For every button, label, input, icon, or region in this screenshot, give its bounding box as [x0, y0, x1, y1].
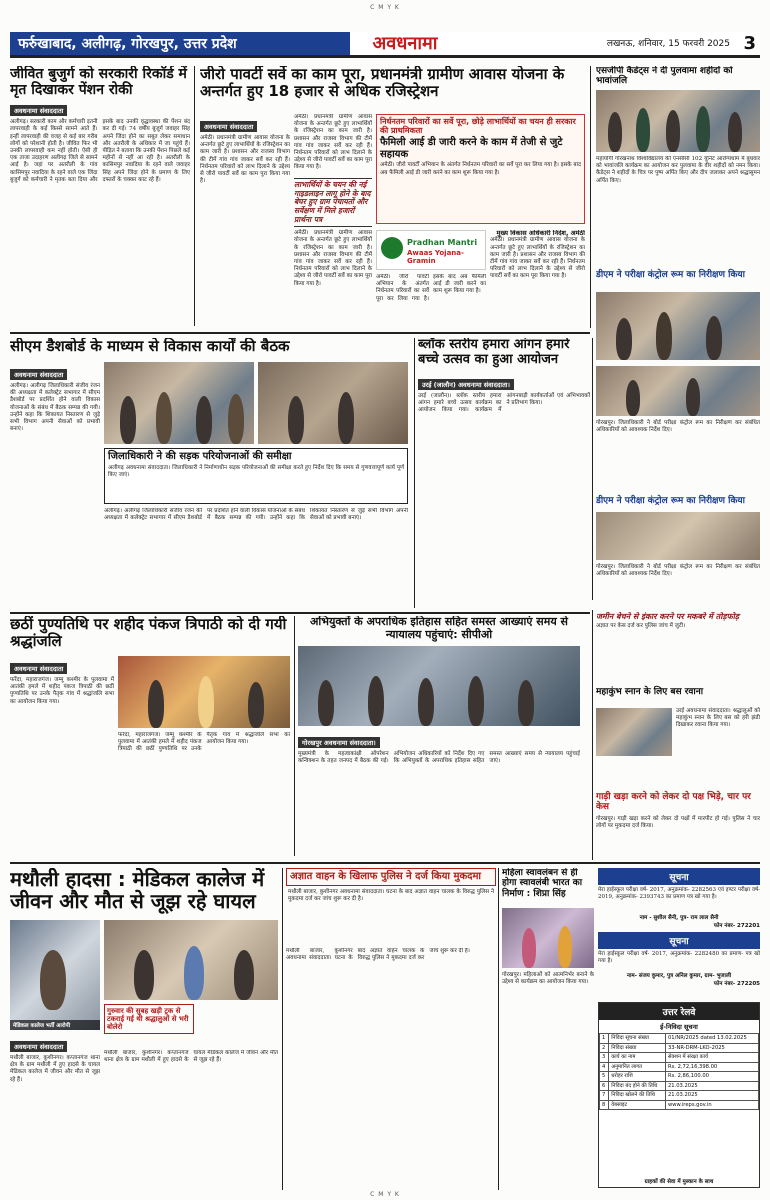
headline-vehicle: गाड़ी खड़ा करने को लेकर दो पक्ष भिड़े, चार पर केस [596, 792, 751, 813]
tender-row [600, 1100, 759, 1110]
story-cm-dashboard [10, 338, 410, 608]
tender-row [600, 1062, 759, 1072]
article-body: गोरखपुर। जिलाधिकारी ने बोर्ड परीक्षा कंट्रोल रूम का निरीक्षण कर संबंधित अधिकारियों को आवश्यक निर्देश दिए। [596, 420, 760, 434]
photo-injured [104, 920, 278, 1000]
article-body: उरई (जालौन)। ब्लॉक स्तरीय हमारा आंगन हमारे बच्चे उत्सव कार्यक्रम का आयोजन किया गया। कार्यक्रम में आंगनबाड़ी कार्यकर्ताओं एवं अभिभावकों ने प्रतिभाग किया। [418, 393, 590, 414]
tender-table [599, 1033, 759, 1110]
tender-cell: 4 [600, 1062, 609, 1072]
story-anganwadi [418, 338, 590, 608]
article-body: मथौली बाजार, कुशीनगर अवधनामा संवाददाता। घटना के बाद अज्ञात वाहन चालक के विरुद्ध पुलिस ने मुकदमा दर्ज कर जांच शुरू कर दी है। [286, 948, 470, 962]
story-zero-poverty [200, 66, 585, 328]
tender-row [600, 1043, 759, 1053]
photo-bus [596, 708, 672, 756]
article-body-cont2: अमेठी। प्रधानमंत्री ग्रामीण आवास योजना के अन्तर्गत छूटे हुए लाभार्थियों के रजिस्ट्रेशन का काम जारी है। प्रशासन और राजस्व विभाग की टीमें गांव गांव जाकर सर्वे कर रही हैं। निर्धनतम परिवारों को लाभ दिलाने के उद्देश्य से जीरो पावर्टी सर्वे का काम पूरा किया गया है। [294, 230, 372, 287]
notice-phone-1: फोन नंबर- 272201 [713, 923, 760, 929]
tender-cell: निविदा खोलने की तिथि [609, 1091, 666, 1101]
byline: उरई (जालौन) अवधनामा संवाददाता। [418, 379, 514, 390]
tender-cell: Rs. 2,72,16,398.00 [665, 1062, 758, 1072]
headline: जीरो पावर्टी सर्वे का काम पूरा, प्रधानमंत्री ग्रामीण आवास योजना के अन्तर्गत हुए 18 हजार से अधिक रजिस्ट्रेशन [200, 66, 565, 101]
tender-row [600, 1081, 759, 1091]
photo-control-room [596, 292, 760, 360]
highlight-box-roads [104, 448, 408, 504]
highlight-box [376, 114, 585, 224]
article-body-vehicle: गोरखपुर। गाड़ी खड़ा करने को लेकर दो पक्षों में मारपीट हो गई। पुलिस ने चार लोगों पर मुकदमा दर्ज किया। [596, 816, 760, 830]
byline: अवधनामा संवाददाता [10, 105, 67, 116]
tender-row [600, 1072, 759, 1082]
headline: सीएम डैशबोर्ड के माध्यम से विकास कार्यों की बैठक [10, 338, 290, 355]
notice-name-2: नाम- संजय कुमार, पुत्र अनिल कुमार, ग्राम- भुजाली [626, 973, 732, 979]
story-unknown-vehicle [286, 868, 496, 1190]
tender-title: उत्तर रेलवे [599, 1003, 759, 1020]
tender-cell: www.ireps.gov.in [665, 1100, 758, 1110]
tender-subtitle: ई-निविदा सूचना [660, 1023, 698, 1031]
tender-cell: निविदा सूचना संख्या [609, 1034, 666, 1044]
cmyk-top-marker: C M Y K [370, 4, 400, 11]
byline: गोरखपुर अवधनामा संवाददाता। [298, 737, 380, 748]
article-body-cont: फरेंदा, महाराजगंज। जम्मू कश्मीर के पुलवामा में आतंकी हमले में शहीद पंकज त्रिपाठी की छठीं पुण्यतिथि पर उनके पैतृक गांव में श्रद्धांजलि सभा का आयोजन किया गया। [118, 732, 290, 753]
article-body: मथौली बाजार, कुशीनगर। कप्तानगंज थाना क्षेत्र के ग्राम मथौली में हुए हादसे के घायल मेडिकल कालेज में जीवन और मौत से जूझ रहे हैं। [10, 1055, 100, 1083]
photo-caption: मेडिकल कालेज भर्ती आरोपी [10, 1020, 100, 1030]
tender-cell: कार्य का नाम [609, 1053, 666, 1063]
story-right-lower [596, 612, 760, 860]
tender-cell: 6 [600, 1081, 609, 1091]
article-body-mazar: अज्ञात पर केस दर्ज कर पुलिस जांच में जुटी। [596, 623, 686, 630]
section-title: फर्रुखाबाद, अलीगढ़, गोरखपुर, उत्तर प्रदेश [10, 32, 350, 56]
story-ncc-cadets [596, 66, 760, 362]
headline: मथौली हादसा : मेडिकल कालेज में जीवन और मौत से जूझ रहे घायल [10, 868, 265, 913]
article-body-cont4: अमेठी। जीरो पावर्टी अभियान के अंतर्गत निर्धनतम परिवारों का सर्वे पूरा कर लिया गया है। इसके बाद अब फैमिली आई डी जारी करने का काम शुरू किया गया है। [376, 274, 486, 302]
pmay-logo [376, 230, 486, 270]
tender-cell: 33-NR-DRM-LKO-2025 [665, 1043, 758, 1053]
story-tribute [10, 616, 290, 856]
byline: अवधनामा संवाददाता [10, 1041, 67, 1052]
tender-row [600, 1091, 759, 1101]
tender-cell: वेबसाइट [609, 1100, 666, 1110]
notice-body-1: मेरा हाईस्कूल परीक्षा वर्ष- 2017, अनुक्रमांक- 2282563 एवं इण्टर परीक्षा वर्ष- 2019, अनुक्रमांक- 2393743 का प्रमाण पत्र खो गया है। [598, 887, 760, 901]
article-body: अमेठी। प्रधानमंत्री ग्रामीण आवास योजना के अन्तर्गत छूटे हुए लाभार्थियों के रजिस्ट्रेशन का काम जारी है। प्रशासन और राजस्व विभाग की टीमें गांव गांव जाकर सर्वे कर रही हैं। निर्धनतम परिवारों को लाभ दिलाने के उद्देश्य से जीरो पावर्टी सर्वे का काम पूरा किया गया है। [200, 135, 290, 185]
byline: अवधनामा संवाददाता [200, 121, 257, 132]
article-body: फरेंदा, महाराजगंज। जम्मू कश्मीर के पुलवामा में आतंकी हमले में शहीद पंकज त्रिपाठी की छठीं पुण्यतिथि पर उनके पैतृक गांव में श्रद्धांजलि सभा का आयोजन किया गया। [10, 677, 114, 705]
box-headline: निर्धनतम परिवारों का सर्वे पूरा, छोड़े लाभार्थियों का चयन ही सरकार की प्राथमिकता [380, 117, 576, 136]
issue-date: लखनऊ, शनिवार, 15 फरवरी 2025 [606, 39, 730, 49]
article-body-lead: मथौली बाजार, कुशीनगर अवधनामा संवाददाता। घटना के बाद अज्ञात वाहन चालक के विरुद्ध पुलिस ने मुकदमा दर्ज कर जांच शुरू कर दी है। [288, 888, 494, 902]
headline: जीवित बुजुर्ग को सरकारी रिकॉर्ड में मृत दिखाकर पेंशन रोकी [10, 66, 187, 99]
headline-kumbh: महाकुंभ स्नान के लिए बस रवाना [596, 687, 704, 698]
tender-cell: 21.03.2025 [665, 1091, 758, 1101]
story-prosecution [298, 616, 580, 856]
tender-cell: 21.03.2025 [665, 1081, 758, 1091]
tender-row [600, 1034, 759, 1044]
story-right-middle [596, 366, 760, 606]
tender-cell: 7 [600, 1091, 609, 1101]
headline: ब्लॉक स्तरीय हमारा आंगन हमारे बच्चे उत्सव का हुआ आयोजन [418, 338, 570, 367]
tender-cell: 01/NR/2025 dated 13.02.2025 [665, 1034, 758, 1044]
tender-notice [598, 1002, 760, 1188]
side-heading: मुख्य विकास अधिकारी निर्देश, अमेठी [496, 230, 585, 237]
notice-body-2: मेरा हाईस्कूल परीक्षा वर्ष- 2017, अनुक्रमांक- 2282480 का प्रमाण- पत्र खो गया है। [598, 951, 760, 965]
story-women-empowerment [502, 868, 594, 1190]
headline: अभियुक्तों के अपराधिक इतिहास सहित समस्त आख्याएं समय से न्यायालय पहुंचाएं: सीपीओ [310, 616, 568, 641]
tender-footer: ग्राहकों की सेवा में मुस्कान के साथ [644, 1179, 714, 1185]
headline: अज्ञात वाहन के खिलाफ पुलिस ने दर्ज किया मुकदमा [286, 868, 496, 886]
article-body: महायोगी गोरखनाथ विश्वविद्यालय की एनसीसी 102 यूनिट आरोग्यधाम में बुधवार को भावांजलि कार्यक्रम का आयोजन कर पुलवामा के वीर शहीदों को नमन किया। कैडेट्स ने शहीदों के चित्र पर पुष्प अर्पित किए और दीप जलाकर अपने श्रद्धासुमन अर्पित किए। [596, 156, 760, 184]
pull-quote: लाभार्थियों के चयन की नई गाइडलाइन लागू होने के बाद बेघर हुए ग्राम पंचायतों और सर्वेक्षण में मिले हजारों प्रार्थना पत्र [294, 178, 372, 227]
house-icon [381, 237, 403, 259]
article-body: मुख्यमंत्री के महत्वाकांक्षी ऑपरेशन कन्विक्शन के तहत जनपद में बैठक की गई। अभियोजन अधिकारियों को निर्देश दिए गए कि अभियुक्तों के अपराधिक इतिहास सहित समस्त आख्याएं समय से न्यायालय पहुंचाई जाएं। [298, 751, 580, 765]
notice-phone-2: फोन नंबर- 272205 [713, 981, 760, 987]
photo-exam-center [596, 366, 760, 416]
quote-box: गुरुवार की सुबह खड़ी ट्रक से टकराई गई थी श्रद्धालुओं से भरी बोलेरो [104, 1004, 194, 1034]
photo-hospital [10, 920, 100, 1030]
cmyk-bottom-marker: C M Y K [370, 1191, 400, 1198]
article-body-cont3: अमेठी। प्रधानमंत्री ग्रामीण आवास योजना के अन्तर्गत छूटे हुए लाभार्थियों के रजिस्ट्रेशन का काम जारी है। प्रशासन और राजस्व विभाग की टीमें गांव गांव जाकर सर्वे कर रही हैं। निर्धनतम परिवारों को लाभ दिलाने के उद्देश्य से जीरो पावर्टी सर्वे का काम पूरा किया गया है। [490, 237, 585, 280]
story-pension [10, 66, 190, 326]
headline-mazar: जमीन बेचने से इंकार करने पर मकबरे में तोड़फोड़ [596, 612, 740, 621]
photo-meeting-2 [258, 362, 408, 444]
notices [598, 868, 760, 998]
tender-cell: निविदा संख्या [609, 1043, 666, 1053]
tender-cell: Rs. 2,86,100.00 [665, 1072, 758, 1082]
article-body-cont: अलीगढ़। अलीगढ़ जिलाधिकारी संजीव रंजन की अध्यक्षता में कलेक्ट्रेट सभागार में सीएम डैशबोर्ड पर प्रदर्शित होने वाली विकास योजनाओं के संबंध में बैठक सम्पन्न की गयी। उन्होंने कहा कि शिकायत निस्तारण से जुड़े सभी विभाग अपनी सेवाओं को प्रभावी बनाएं। [104, 508, 408, 522]
photo-tribute [118, 656, 290, 728]
notice-name-1: नाम - सुशील सैनी, पुत्र- राम लाल सैनी [639, 915, 719, 921]
article-body-cont: अमेठी। प्रधानमंत्री ग्रामीण आवास योजना के अन्तर्गत छूटे हुए लाभार्थियों के रजिस्ट्रेशन का काम जारी है। प्रशासन और राजस्व विभाग की टीमें गांव गांव जाकर सर्वे कर रही हैं। निर्धनतम परिवारों को लाभ दिलाने के उद्देश्य से जीरो पावर्टी सर्वे का काम पूरा किया गया है। [294, 114, 372, 171]
box-body: अलीगढ़ अवधनामा संवाददाता। जिलाधिकारी ने निर्माणाधीन सड़क परियोजनाओं की समीक्षा करते हुए निर्देश दिए कि समय से गुणवत्तापूर्ण कार्य पूर्ण किए जाएं। [108, 464, 404, 478]
tender-cell: 8 [600, 1100, 609, 1110]
photo-meeting [104, 362, 254, 444]
story-mathauli-accident [10, 868, 278, 1190]
box-subheadline: फैमिली आई डी जारी करने के काम में तेजी से जुटे सहायक [380, 137, 563, 160]
sub-headline-2: डीएम ने परीक्षा कंट्रोल रूम का निरीक्षण किया [596, 496, 745, 506]
headline: महिला स्वावलंबन से ही होगा स्वावलंबी भारत का निर्माण : शिप्रा सिंह [502, 868, 583, 899]
notice-title-2: सूचना [598, 932, 760, 949]
article-body: अलीगढ़। सरकारी काम और कर्मचारी इतनी लापरवाही के कई किस्से सामने आते हैं। इन्हीं लापरवाही की वजह से कई बार गरीब लोगों को परेशानी होती है। जीवित फिर भी उनकी लापरवाही कम नहीं होती। ऐसी ही एक ताजा उदाहरण अलीगढ़ जिले से सामने आई है। जहां पर अतरौली के गांव कासिमपुर नवादिया के रहने वाले एक जिंदा बुजुर्ग को कर्मचारी ने मृतक बता दिया और इसके बाद उनकी वृद्धावस्था की पेंशन बंद कर दी गई। 74 वर्षीय बुजुर्ग जवाहर सिंह अपने जिंदा होने का सबूत लेकर समाधान और अतरौली के अधिकार में जा पहुंचे हैं। पीड़ित ने बताया कि उनकी पेंशन पिछले कई महीनों से नहीं आ रही है। अतरौली के कासिमपुर नवादिया के रहने वाले जवाहर सिंह अपने जिंदा होने के प्रमाण के लिए दफ्तरों के चक्कर काट रहे हैं। [10, 119, 190, 183]
box-body: अमेठी। जीरो पावर्टी अभियान के अंतर्गत निर्धनतम परिवारों का सर्वे पूरा कर लिया गया है। इसके बाद अब फैमिली आई डी जारी करने का काम शुरू किया गया है। [380, 162, 581, 176]
tender-cell: 3 [600, 1053, 609, 1063]
tender-cell: 1 [600, 1034, 609, 1044]
tender-cell: 5 [600, 1072, 609, 1082]
tender-cell: 2 [600, 1043, 609, 1053]
newspaper-logo: अवधनामा [372, 33, 438, 54]
photo-prosecution-meeting [298, 646, 580, 726]
photo-inspection [596, 512, 760, 560]
tender-cell: अनुमानित लागत [609, 1062, 666, 1072]
notice-title-1: सूचना [598, 868, 760, 885]
page-number: 3 [743, 33, 756, 54]
logo-line1: Pradhan Mantri [407, 238, 478, 247]
headline: छठीं पुण्यतिथि पर शहीद पंकज त्रिपाठी को दी गयी श्रद्धांजलि [10, 616, 287, 651]
article-body-kumbh: उरई अवधनामा संवाददाता। श्रद्धालुओं को महाकुंभ स्नान के लिए बस को हरी झंडी दिखाकर रवाना किया गया। [676, 708, 760, 729]
box-headline: जिलाधिकारी ने की सड़क परियोजनाओं की समीक्षा [108, 451, 292, 462]
tender-cell: धरोहर राशि [609, 1072, 666, 1082]
byline: अवधनामा संवाददाता [10, 369, 67, 380]
article-body-2: गोरखपुर। जिलाधिकारी ने बोर्ड परीक्षा कंट्रोल रूम का निरीक्षण कर संबंधित अधिकारियों को आवश्यक निर्देश दिए। [596, 564, 760, 578]
headline: एसजीपी कैडेट्स ने दी पुलवामा शहीदों को भावांजलि [596, 66, 733, 87]
tender-cell: सेक्शन में संरक्षा कार्य [665, 1053, 758, 1063]
article-body: अलीगढ़। अलीगढ़ जिलाधिकारी संजीव रंजन की अध्यक्षता में कलेक्ट्रेट सभागार में सीएम डैशबोर्ड पर प्रदर्शित होने वाली विकास योजनाओं के संबंध में बैठक सम्पन्न की गयी। उन्होंने कहा कि शिकायत निस्तारण से जुड़े सभी विभाग अपनी सेवाओं को प्रभावी बनाएं। [10, 383, 100, 433]
photo-cadets [596, 90, 760, 152]
article-body-cont: मथौली बाजार, कुशीनगर। कप्तानगंज थाना क्षेत्र के ग्राम मथौली में हुए हादसे के घायल मेडिकल कालेज में जीवन और मौत से जूझ रहे हैं। [104, 1050, 278, 1064]
tender-cell: निविदा बंद होने की तिथि [609, 1081, 666, 1091]
masthead [10, 32, 760, 58]
tender-row [600, 1053, 759, 1063]
byline: अवधनामा संवाददाता [10, 663, 67, 674]
photo-women-event [502, 908, 594, 968]
sub-headline: डीएम ने परीक्षा कंट्रोल रूम का निरीक्षण किया [596, 270, 745, 280]
logo-line2: Awaas Yojana-Gramin [407, 249, 464, 265]
article-body: गोरखपुर। महिलाओं को आत्मनिर्भर बनाने के उद्देश्य से कार्यक्रम का आयोजन किया गया। [502, 972, 594, 986]
